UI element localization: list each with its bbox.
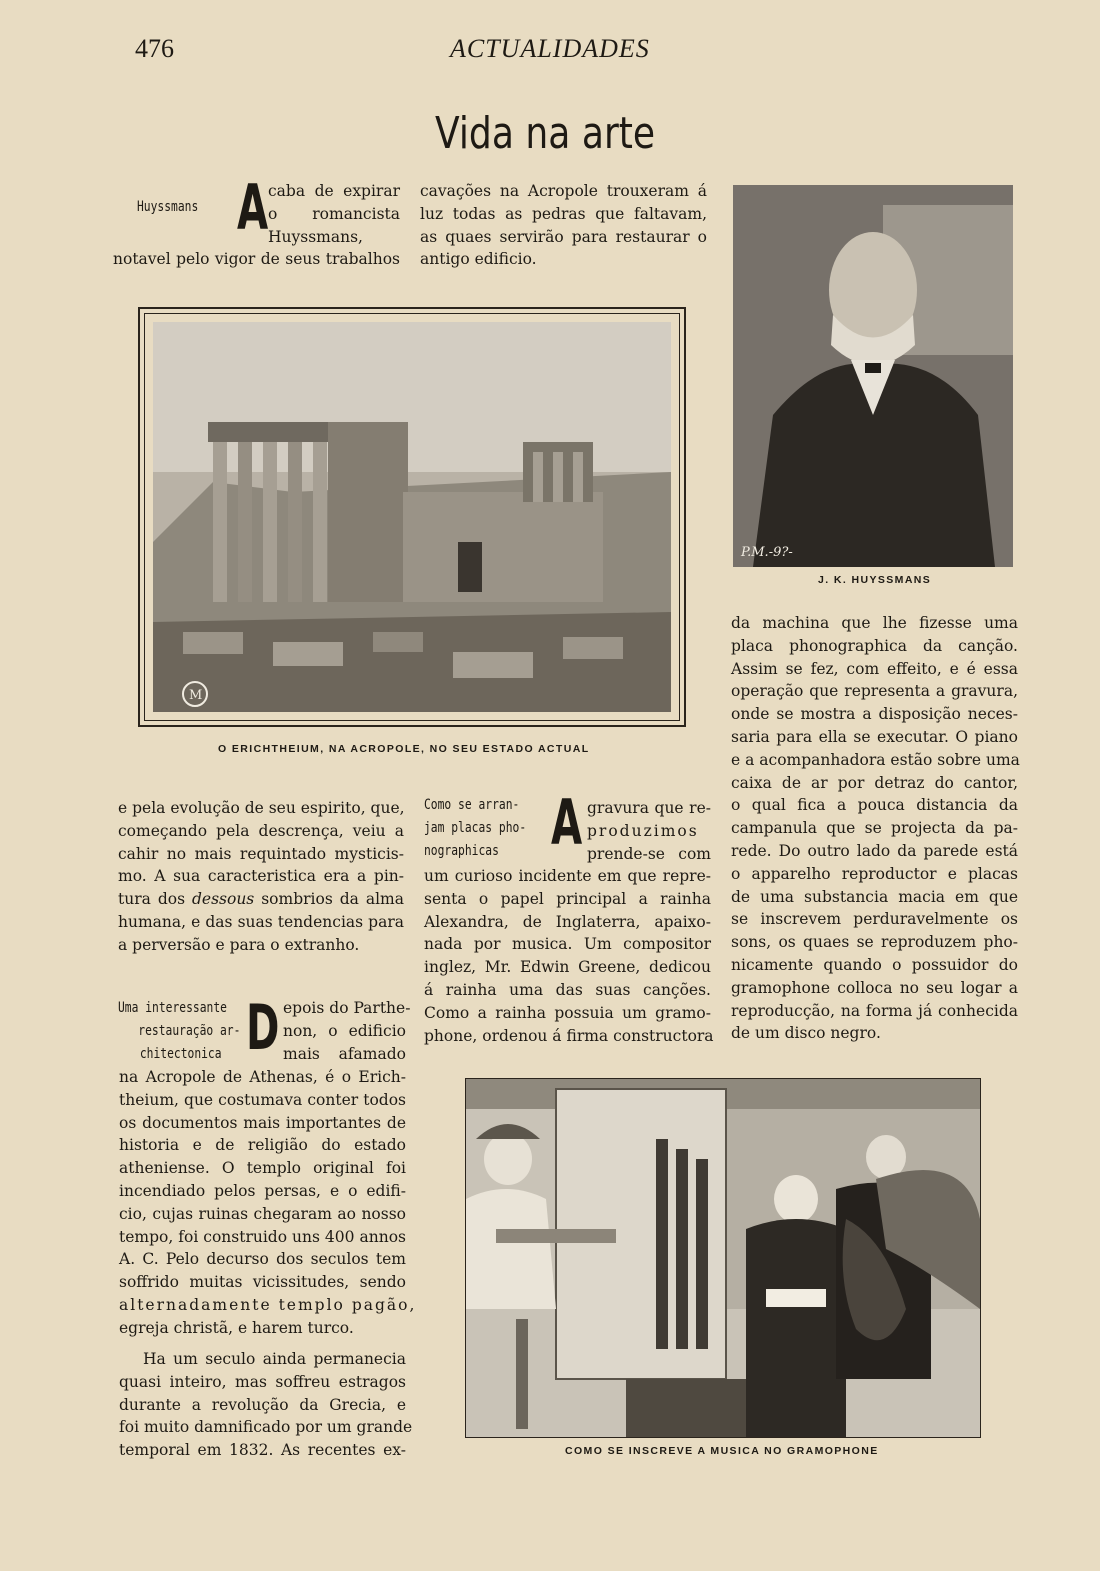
text-line: á rainha uma das suas canções.	[424, 980, 711, 999]
text-line: caixa de ar por detraz do cantor,	[731, 773, 1018, 792]
text-line: tempo, foi construido uns 400 annos	[119, 1227, 406, 1246]
text-line: Como a rainha possuia um gramo-	[424, 1003, 711, 1022]
text-line: e pela evolução de seu espirito, que,	[118, 799, 405, 817]
machina-continuation	[731, 612, 1018, 1045]
text-line: luz todas as pedras que faltavam,	[420, 204, 707, 223]
section-title: Vida na arte	[435, 108, 656, 159]
portrait-caption: J. K. HUYSSMANS	[818, 574, 932, 586]
side-head-line: restauração ar-	[138, 1023, 241, 1039]
huyssmans-continued	[118, 797, 404, 957]
text-line: a perversão e para o extranho.	[118, 935, 360, 954]
text-line: incendiado pelos persas, e o edifi-	[119, 1181, 406, 1200]
side-head-line: chitectonica	[139, 1046, 222, 1062]
huyssmans-dropcap: A	[237, 171, 269, 244]
running-head: ACTUALIDADES	[450, 34, 650, 63]
text-line: da machina que lhe fizesse uma	[731, 614, 1018, 632]
gramophone-caption: COMO SE INSCREVE A MUSICA NO GRAMOPHONE	[565, 1445, 879, 1457]
photo-monogram: M	[189, 688, 203, 703]
text-line: temporal em 1832. As recentes ex-	[119, 1441, 406, 1460]
text-line: phone, ordenou á firma constructora	[424, 1026, 714, 1045]
page-number: 476	[135, 34, 174, 63]
text-line: atheniense. O templo original foi	[119, 1159, 406, 1178]
side-head-line: jam placas pho-	[424, 820, 527, 836]
text-line: durante a revolução da Grecia, e	[119, 1395, 406, 1414]
text-line: Ha um seculo ainda permanecia	[143, 1350, 406, 1368]
text-line: gravura que re-	[587, 799, 711, 817]
text-line: começando pela descrença, veiu a	[118, 821, 404, 840]
text-line: cavações na Acropole trouxeram á	[420, 182, 707, 200]
text-line: um curioso incidente em que repre-	[424, 867, 711, 885]
text-line: onde se mostra a disposição neces-	[731, 705, 1018, 724]
text-line: mo. A sua caracteristica era a pin-	[118, 867, 404, 886]
text-line: campanula que se projecta da pa-	[731, 819, 1018, 838]
text-line: sons, os quaes se reproduzem pho-	[731, 933, 1018, 952]
text-line: operação que representa a gravura,	[731, 682, 1018, 701]
restauracao-dropcap: D	[246, 991, 280, 1064]
side-head-line: Uma interessante	[118, 1000, 227, 1016]
text-line: o qual fica a pouca distancia da	[731, 796, 1018, 815]
text-line: placa phonographica da canção.	[731, 636, 1018, 655]
text-line: epois do Parthe-	[283, 999, 411, 1017]
text-line: senta o papel principal a rainha	[424, 889, 711, 908]
text-line: Huyssmans,	[268, 227, 363, 246]
text-line: quasi inteiro, mas soffreu estragos	[119, 1372, 406, 1391]
portrait-photo	[733, 185, 1013, 567]
text-line: na Acropole de Athenas, é o Erich-	[119, 1068, 406, 1086]
text-line: nicamente quando o possuidor do	[731, 955, 1018, 974]
text-line: rede. Do outro lado da parede está	[731, 841, 1018, 860]
text-line: notavel pelo vigor de seus trabalhos	[113, 250, 400, 268]
text-line: cahir no mais requintado mysticis-	[118, 844, 404, 863]
text-line: inglez, Mr. Edwin Greene, dedicou	[424, 958, 711, 977]
erichtheium-illustration	[153, 322, 671, 712]
text-line: o apparelho reproductor e placas	[731, 864, 1018, 883]
text-line: as quaes servirão para restaurar o	[420, 227, 707, 246]
text-line: os documentos mais importantes de	[119, 1113, 406, 1132]
side-head-line: Como se arran-	[424, 797, 520, 813]
text-line: alternadamente templo pagão,	[119, 1295, 417, 1314]
gramophone-illustration	[466, 1079, 980, 1437]
text-line: A. C. Pelo decurso dos seculos tem	[119, 1250, 406, 1269]
text-line: tura dos dessous sombrios da alma	[118, 890, 404, 909]
text-line: reproducção, na forma já conhecida	[731, 1001, 1018, 1020]
text-line: Alexandra, de Inglaterra, apaixo-	[424, 912, 711, 931]
portrait-signature: P.M.-9?-	[741, 545, 793, 560]
placas-intro	[587, 797, 711, 865]
text-line: mais afamado	[283, 1044, 406, 1063]
text-line: Assim se fez, com effeito, e é essa	[731, 659, 1018, 678]
acropole-continuation	[420, 180, 707, 271]
erichtheium-frame	[138, 307, 686, 727]
restauracao-para2	[119, 1348, 413, 1462]
huyssmans-intro-last	[113, 248, 400, 271]
text-line: saria para ella se executar. O piano	[731, 727, 1018, 746]
text-line: de um disco negro.	[731, 1024, 881, 1043]
text-line: e a acompanhadora estão sobre uma	[731, 750, 1020, 769]
text-line: non, o edificio	[283, 1021, 406, 1040]
text-line: soffrido muitas vicissitudes, sendo	[119, 1273, 406, 1292]
placas-dropcap: A	[551, 786, 583, 859]
text-line: antigo edificio.	[420, 250, 537, 269]
text-line: se inscrevem perduravelmente os	[731, 910, 1018, 929]
text-line: cio, cujas ruinas chegaram ao nosso	[119, 1204, 406, 1223]
erichtheium-photo	[153, 322, 671, 712]
text-line: produzimos	[587, 821, 699, 840]
text-line: gramophone colloca no seu logar a	[731, 978, 1018, 997]
text-line: nada por musica. Um compositor	[424, 935, 711, 954]
text-line: prende-se com	[587, 844, 711, 863]
side-head-line: nographicas	[424, 843, 499, 859]
text-line: o romancista	[268, 204, 400, 223]
erichtheium-caption: O ERICHTHEIUM, NA ACROPOLE, NO SEU ESTADO ACTUAL	[218, 743, 590, 755]
placas-side-head	[424, 794, 526, 863]
text-line: egreja christã, e harem turco.	[119, 1318, 354, 1337]
text-line: de uma substancia macia em que	[731, 887, 1018, 906]
huyssmans-intro	[268, 180, 400, 248]
portrait-illustration	[733, 185, 1013, 567]
gramophone-photo	[465, 1078, 981, 1438]
text-line: caba de expirar	[268, 182, 400, 200]
text-line: humana, e das suas tendencias para	[118, 912, 404, 931]
text-line: historia e de religião do estado	[119, 1136, 406, 1155]
restauracao-intro	[283, 997, 411, 1065]
erichtheium-inner-frame	[144, 313, 680, 721]
text-line: foi muito damnificado por um grande	[119, 1418, 413, 1437]
restauracao-side-head	[118, 997, 240, 1066]
restauracao-body	[119, 1066, 417, 1340]
huyssmans-side-head: Huyssmans	[137, 199, 199, 215]
placas-body	[424, 865, 714, 1047]
text-line: theium, que costumava conter todos	[119, 1090, 406, 1109]
